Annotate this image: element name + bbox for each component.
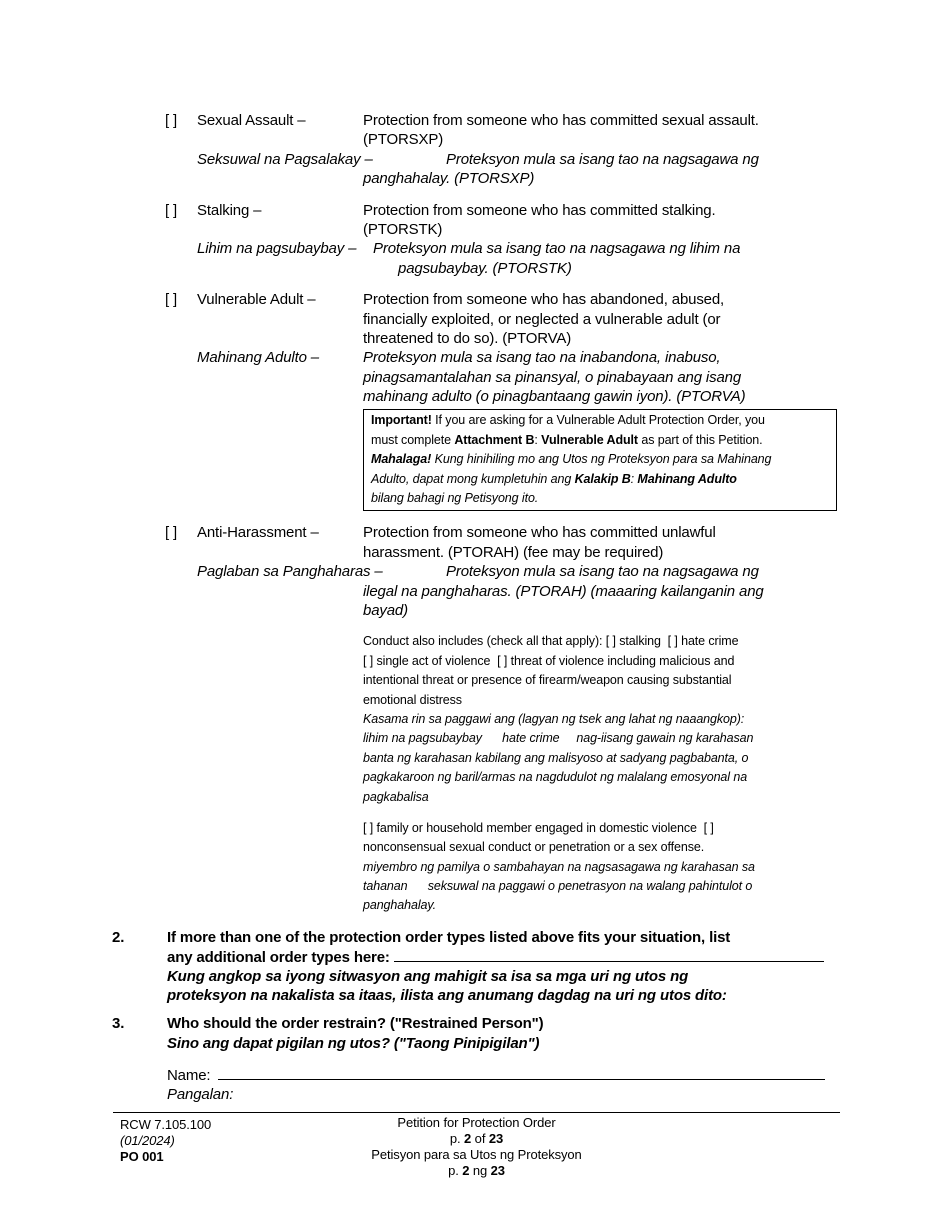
text-line (363, 220, 838, 239)
text-line (363, 749, 841, 768)
order-type-sexual-assault (165, 111, 840, 189)
text-run: Petition for Protection Order (397, 1115, 556, 1130)
question-text (167, 1014, 840, 1053)
order-type-desc-en (363, 111, 838, 150)
text-run: RCW 7.105.100 (120, 1117, 212, 1132)
text-line (167, 1014, 840, 1033)
text-run: 2 (464, 1131, 472, 1146)
text-line (363, 788, 841, 807)
checkbox-hate-crime[interactable]: [ ] (667, 634, 678, 649)
checkbox-sexual-assault[interactable]: [ ] (165, 112, 178, 129)
text-run: Vulnerable Adult (541, 432, 638, 447)
important-notice-box (363, 409, 837, 511)
text-run: Protection from someone who has committed unlawful (363, 524, 716, 542)
text-line (363, 877, 841, 896)
text-run: : (534, 432, 542, 447)
text-run: any additional order types here: (167, 949, 390, 967)
text-run: 23 (488, 1131, 504, 1146)
text-line (363, 310, 838, 329)
text-line (363, 130, 838, 149)
text-line (363, 543, 838, 562)
text-run: (01/2024) (120, 1133, 175, 1148)
text-run: : (630, 471, 638, 486)
text-run: Name: (167, 1067, 215, 1085)
order-type-row-en (165, 523, 840, 562)
text-run: emotional distress (363, 692, 462, 707)
text-line (363, 601, 838, 620)
order-type-desc-en (363, 523, 838, 562)
text-run: Conduct also includes (check all that apply): (363, 634, 606, 649)
text-line (363, 239, 838, 258)
text-run: miyembro ng pamilya o sambahayan na nagsasagawa ng karahasan sa (363, 859, 755, 874)
text-line (120, 1149, 211, 1165)
text-line (363, 652, 841, 671)
order-type-desc-tl (363, 562, 838, 620)
text-run: mahinang adulto (o pinagbantaang gawin iyon). (PTORVA) (363, 388, 746, 406)
text-run: Pangalan: (167, 1085, 234, 1103)
text-line (363, 710, 841, 729)
text-run: PO 001 (120, 1149, 164, 1164)
text-run: threat of violence including malicious and (507, 653, 735, 668)
text-run: tahanan seksuwal na paggawi o penetrasyon na walang pahintulot o (363, 879, 753, 894)
text-run: pagkakaroon ng baril/armas na nagdudulot ng malalang emosyonal na (363, 770, 748, 785)
text-run: Kung hinihiling mo ang Utos ng Proteksyon para sa Mahinang (431, 452, 772, 467)
text-run: financially exploited, or neglected a vulnerable adult (or (363, 310, 721, 328)
text-run: (PTORSTK) (363, 220, 443, 238)
restrained-person-name-input[interactable] (218, 1065, 825, 1080)
text-line (113, 1163, 840, 1179)
text-line (363, 838, 841, 857)
text-line (113, 1115, 840, 1131)
order-type-label-en: Sexual Assault – (197, 112, 306, 129)
text-line (167, 986, 840, 1005)
text-run: Proteksyon mula sa isang tao na nagsagawa ng (446, 563, 759, 581)
text-line (363, 150, 838, 169)
order-type-label-tl: Paglaban sa Panghaharas – (197, 563, 383, 581)
text-line (363, 368, 838, 387)
order-type-desc-tl (363, 150, 838, 189)
question-3 (112, 1014, 840, 1053)
restrained-person-name-block (167, 1065, 827, 1104)
text-run: nonconsensual sexual conduct or penetration or a sex offense. (363, 840, 705, 855)
text-line (363, 259, 838, 278)
text-run: threatened to do so). (PTORVA) (363, 329, 572, 347)
text-line (363, 729, 841, 748)
text-line (363, 387, 838, 406)
text-line (363, 768, 841, 787)
text-line (363, 348, 838, 367)
text-line (371, 489, 831, 508)
text-line (371, 431, 831, 450)
text-line (363, 562, 838, 581)
order-type-label-en: Stalking – (197, 201, 262, 219)
text-run: bayad) (363, 601, 408, 619)
text-run: pagkabalisa (363, 789, 429, 804)
question-2 (112, 928, 840, 1006)
additional-order-types-input[interactable] (394, 947, 824, 962)
text-run: p. (449, 1131, 465, 1146)
question-text (167, 928, 840, 1006)
text-line (363, 290, 838, 309)
text-run: must complete (371, 432, 455, 447)
order-type-anti-harassment (165, 523, 840, 915)
text-line (363, 896, 841, 915)
text-run: pinagsamantalahan sa pinansyal, o pinabayaan ang isang (363, 368, 742, 386)
text-line (167, 947, 840, 966)
text-run: Protection from someone who has abandoned, abused, (363, 291, 725, 309)
text-line (363, 632, 841, 651)
text-run: If more than one of the protection order types listed above fits your situation, list (167, 928, 731, 946)
text-line (371, 450, 831, 469)
text-run: bilang bahagi ng Petisyong ito. (371, 491, 539, 506)
text-line (167, 967, 840, 986)
text-line (363, 111, 838, 130)
order-type-desc-en (363, 290, 838, 348)
text-run: Adulto, dapat mong kumpletuhin ang (371, 471, 575, 486)
text-line (363, 858, 841, 877)
text-run: stalking (615, 634, 668, 649)
order-type-row-en (165, 111, 840, 150)
text-run: p. (448, 1163, 463, 1178)
text-run: Kasama rin sa paggawi ang (lagyan ng tsek ang lahat ng naaangkop): (363, 711, 745, 726)
text-run: Kung angkop sa iyong sitwasyon ang mahigit sa isa sa mga uri ng utos ng (167, 967, 689, 985)
form-body (112, 111, 840, 1104)
text-line (120, 1117, 211, 1133)
text-run: Proteksyon mula sa isang tao na nagsagawa ng lihim na (373, 240, 741, 258)
text-line (113, 1131, 840, 1147)
text-run: harassment. (PTORAH) (fee may be required) (363, 543, 664, 561)
order-type-vulnerable-adult (165, 290, 840, 511)
footer-form-id (120, 1117, 211, 1165)
checkbox-family-household-domestic-violence[interactable]: [ ] (363, 820, 374, 835)
order-type-label-tl: Mahinang Adulto – (197, 349, 319, 367)
text-line (363, 691, 841, 710)
text-run: Who should the order restrain? ("Restrained Person") (167, 1015, 544, 1033)
text-run: Attachment B (454, 432, 535, 447)
order-type-label-en: Vulnerable Adult – (197, 291, 316, 309)
order-type-row-en (165, 201, 840, 240)
text-run: Important! (371, 413, 432, 428)
text-line (363, 582, 838, 601)
text-line (120, 1133, 211, 1149)
text-line (363, 671, 841, 690)
text-run: intentional threat or presence of firearm/weapon causing substantial (363, 673, 732, 688)
text-run: ng (469, 1163, 491, 1178)
text-line (371, 470, 831, 489)
text-run: Mahalaga! (371, 452, 432, 467)
text-line (363, 329, 838, 348)
text-run: ilegal na panghaharas. (PTORAH) (maaaring kailanganin ang (363, 582, 764, 600)
order-type-desc-tl (363, 348, 838, 406)
order-type-stalking (165, 201, 840, 279)
order-type-row-tl (197, 150, 840, 189)
text-run: hate crime (677, 634, 739, 649)
text-run: family or household member engaged in domestic violence (373, 820, 704, 835)
order-type-row-tl (197, 239, 840, 278)
conduct-family-paragraph (363, 819, 841, 916)
page-footer (113, 1112, 840, 1179)
text-run: Petisyon para sa Utos ng Proteksyon (371, 1147, 582, 1162)
text-line (363, 169, 838, 188)
order-type-label-tl: Seksuwal na Pagsalakay – (197, 150, 373, 168)
text-run: 23 (490, 1163, 505, 1178)
order-type-row-tl (197, 348, 840, 406)
text-run: pagsubaybay. (PTORSTK) (398, 259, 572, 277)
text-line (167, 928, 840, 947)
text-run: Proteksyon mula sa isang tao na nagsagawa ng (446, 150, 759, 168)
text-run: Kalakip B (574, 471, 631, 486)
text-run: Sino ang dapat pigilan ng utos? ("Taong Pinipigilan") (167, 1034, 540, 1052)
text-line (363, 819, 841, 838)
order-type-row-tl (197, 562, 840, 620)
question-number: 3. (112, 1015, 125, 1033)
order-type-desc-en (363, 201, 838, 240)
order-type-label-tl: Lihim na pagsubaybay – (197, 240, 357, 258)
conduct-includes-paragraph (363, 632, 841, 807)
text-line (371, 411, 831, 430)
text-run: Protection from someone who has committed sexual assault. (363, 112, 759, 129)
checkbox-anti-harassment[interactable]: [ ] (165, 524, 178, 542)
checkbox-threat-of-violence[interactable]: [ ] (497, 653, 508, 668)
text-line (363, 201, 838, 220)
text-run: panghahalay. (PTORSXP) (363, 170, 535, 188)
text-run: Proteksyon mula sa isang tao na inabandona, inabuso, (363, 349, 721, 367)
text-line (113, 1147, 840, 1163)
text-run: panghahalay. (363, 898, 436, 913)
checkbox-nonconsensual-sexual-conduct[interactable]: [ ] (703, 820, 714, 835)
text-line (167, 1034, 840, 1053)
checkbox-stalking[interactable]: [ ] (165, 201, 178, 219)
text-run: lihim na pagsubaybay hate crime nag-iisang gawain ng karahasan (363, 731, 754, 746)
text-run: 2 (462, 1163, 470, 1178)
text-run: of (471, 1131, 489, 1146)
order-type-label-en: Anti-Harassment – (197, 524, 319, 542)
order-type-row-en (165, 290, 840, 348)
text-run: proteksyon na nakalista sa itaas, ilista ang anumang dagdag na uri ng utos dito: (167, 987, 727, 1005)
text-run: (PTORSXP) (363, 131, 444, 149)
footer-title-pagination (113, 1115, 840, 1179)
checkbox-vulnerable-adult[interactable]: [ ] (165, 291, 178, 309)
order-type-desc-tl (363, 239, 838, 278)
question-number: 2. (112, 928, 125, 946)
text-run: as part of this Petition. (637, 432, 763, 447)
text-line (363, 523, 838, 542)
text-run: Mahinang Adulto (637, 471, 737, 486)
text-run: single act of violence (373, 653, 498, 668)
text-run: If you are asking for a Vulnerable Adult Protection Order, you (431, 413, 765, 428)
checkbox-single-act-of-violence[interactable]: [ ] (363, 653, 374, 668)
checkbox-stalking-conduct[interactable]: [ ] (605, 634, 616, 649)
text-run: Protection from someone who has committed stalking. (363, 201, 716, 219)
text-run: banta ng karahasan kabilang ang malisyoso at sadyang pagbabanta, o (363, 750, 749, 765)
text-line (167, 1085, 827, 1104)
text-line (167, 1065, 827, 1084)
